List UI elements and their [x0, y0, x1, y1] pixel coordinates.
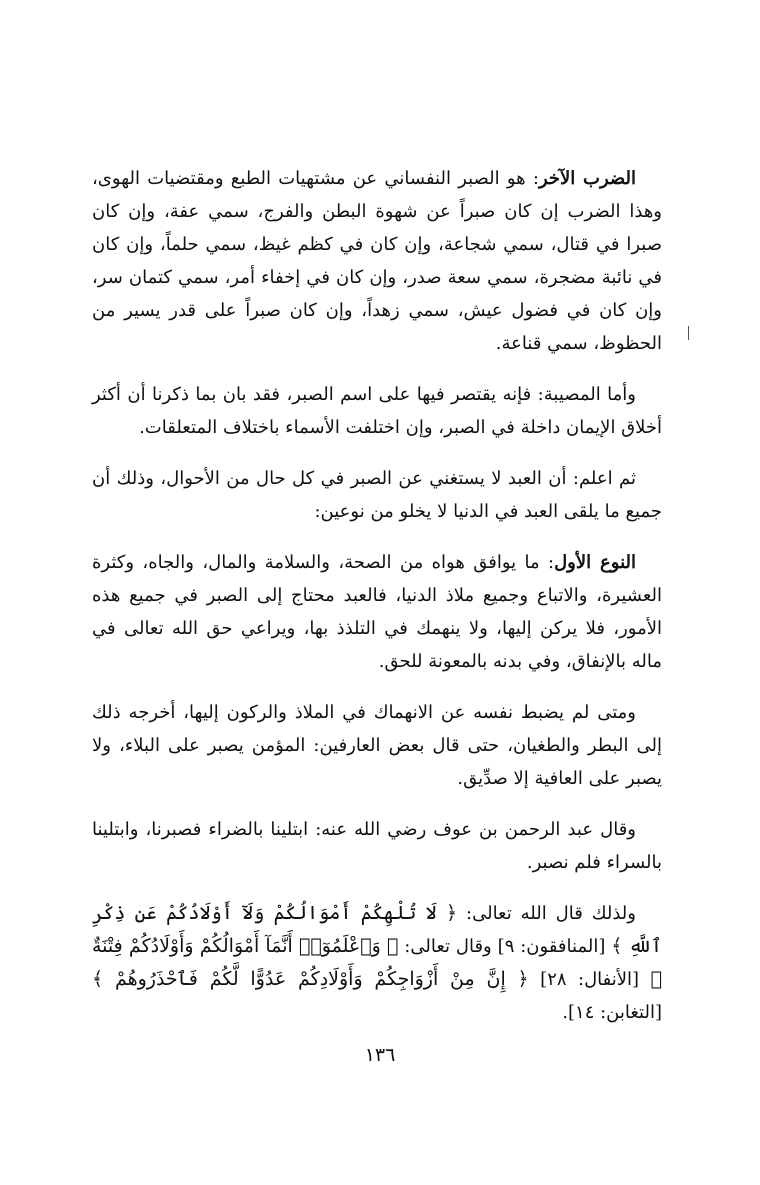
- paragraph-second-type: [92, 162, 662, 360]
- ayah-anfal: ﴿ وَٱعْلَمُوٓا۟ أَنَّمَآ أَمْوَالُكُمْ وَأَوْلَادُكُمْ فِتْنَةٌ ﴾: [92, 935, 662, 990]
- paragraph-abdulrahman: [92, 813, 662, 879]
- page-body: [92, 162, 662, 1029]
- paragraph-text: وقال عبد الرحمن بن عوف رضي الله عنه: ابتلينا بالضراء فصبرنا، وابتلينا بالسراء فلم نصبر.: [92, 819, 662, 873]
- paragraph-indulgence: [92, 696, 662, 795]
- ayah-reference: [المنافقون: ٩]: [497, 936, 606, 957]
- paragraph-text: : هو الصبر النفساني عن مشتهيات الطبع ومقتضيات الهوى، وهذا الضرب إن كان صبراً عن شهوة البطن والفرج، سمي عفة، وإن كان صبرا في قتال، سمي شجاعة، وإن كان في كظم غيظ، سمي حلماً، وإن كان في نائبة مضجرة، سمي سعة صدر، وإن كان في إخفاء أمر، سمي كتمان سر، وإن كان في فضول عيش، سمي زهداً، وإن كان صبراً على قدر يسير من الحظوظ، سمي قناعة.: [92, 168, 662, 354]
- paragraph-text: : ما يوافق هواه من الصحة، والسلامة والمال، والجاه، وكثرة العشيرة، والاتباع وجميع ملاذ الدنيا، فالعبد محتاج إلى الصبر في جميع هذه الأمور، فلا يركن إليها، ولا ينهمك في التلذذ بها، ويراعي حق الله تعالى في ماله بالإنفاق، وفي بدنه بالمعونة للحق.: [92, 552, 662, 672]
- page-number: ١٣٦: [364, 1044, 396, 1066]
- ayah-munafiqun: ﴿ لَا تُلْهِكُمْ أَمْوَالُكُمْ وَلَآ أَوْلَادُكُمْ عَن ذِكْرِ ٱللَّهِ ﴾: [92, 902, 662, 957]
- paragraph-quran-verses: [92, 897, 662, 1029]
- quran-intro-2: وقال تعالى:: [404, 936, 492, 957]
- paragraph-text: ثم اعلم: أن العبد لا يستغني عن الصبر في كل حال من الأحوال، وذلك أن جميع ما يلقى العبد في الدنيا لا يخلو من نوعين:: [92, 468, 662, 522]
- ayah-reference: [التغابن: ١٤].: [562, 1002, 662, 1023]
- ayah-reference: [الأنفال: ٢٨]: [540, 969, 640, 990]
- paragraph-know-that: [92, 462, 662, 528]
- paragraph-text: ومتى لم يضبط نفسه عن الانهماك في الملاذ والركون إليها، أخرجه ذلك إلى البطر والطغيان، حتى قال بعض العارفين: المؤمن يصبر على البلاء، ولا يصبر على العافية إلا صدِّيق.: [92, 702, 662, 789]
- paragraph-lead: النوع الأول: [554, 552, 636, 573]
- margin-mark: [688, 326, 689, 340]
- ayah-taghabun: ﴿ إِنَّ مِنْ أَزْوَاجِكُمْ وَأَوْلَادِكُمْ عَدُوًّا لَّكُمْ فَٱحْذَرُوهُمْ ﴾: [92, 968, 529, 990]
- paragraph-calamity: [92, 378, 662, 444]
- paragraph-first-type: [92, 546, 662, 678]
- paragraph-text: وأما المصيبة: فإنه يقتصر فيها على اسم الصبر، فقد بان بما ذكرنا أن أكثر أخلاق الإيمان داخلة في الصبر، وإن اختلفت الأسماء باختلاف المتعلقات.: [92, 384, 662, 438]
- paragraph-lead: الضرب الآخر: [538, 168, 636, 189]
- quran-intro: ولذلك قال الله تعالى:: [466, 903, 636, 924]
